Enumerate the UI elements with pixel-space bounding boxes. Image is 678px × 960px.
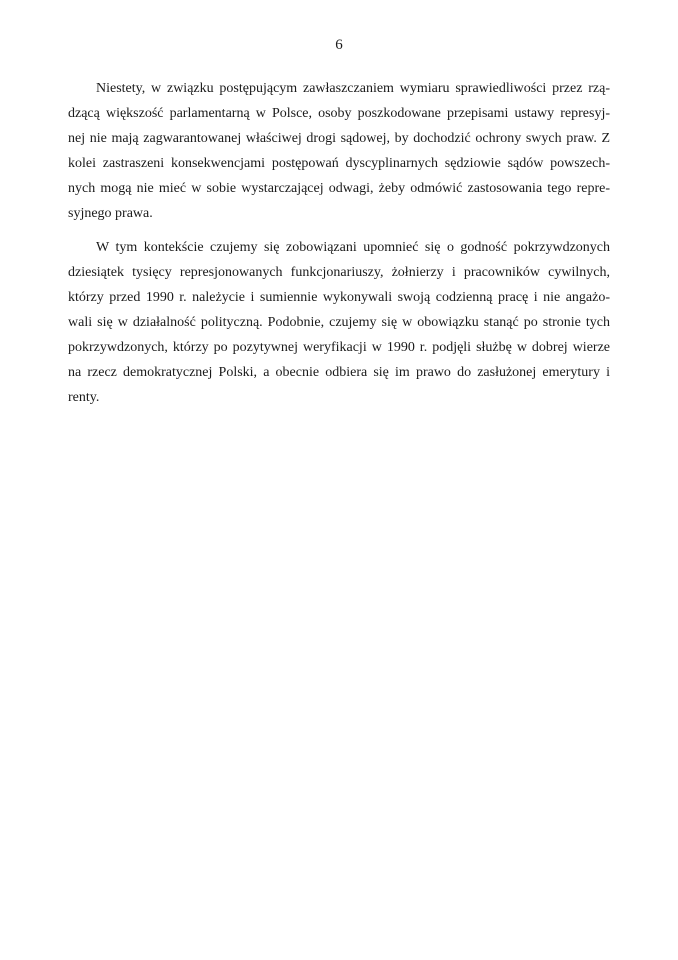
text-line: którzy przed 1990 r. należycie i sumiennie wykonywali swoją codzienną pracę i nie angażo-	[68, 290, 610, 305]
text-line: Niestety, w związku postępującym zawłaszczaniem wymiaru sprawiedliwości przez rzą-	[96, 81, 610, 96]
text-line: pokrzywdzonych, którzy po pozytywnej weryfikacji w 1990 r. podjęli służbę w dobrej wierze	[68, 340, 610, 355]
text-line: dziesiątek tysięcy represjonowanych funkcjonariuszy, żołnierzy i pracowników cywilnych,	[68, 265, 610, 280]
paragraph	[68, 76, 610, 226]
text-line: nych mogą nie mieć w sobie wystarczającej odwagi, żeby odmówić zastosowania tego repre-	[68, 181, 610, 196]
page-number: 6	[335, 37, 343, 53]
text-line: na rzecz demokratycznej Polski, a obecnie odbiera się im prawo do zasłużonej emerytury i	[68, 365, 610, 380]
text-line: wali się w działalność polityczną. Podobnie, czujemy się w obowiązku stanąć po stronie tych	[68, 315, 610, 330]
text-line: renty.	[68, 390, 100, 405]
text-line: dzącą większość parlamentarną w Polsce, osoby poszkodowane przepisami ustawy represyj-	[68, 106, 610, 121]
text-line: W tym kontekście czujemy się zobowiązani upomnieć się o godność pokrzywdzonych	[96, 240, 610, 255]
document-body	[68, 76, 610, 410]
text-line: nej nie mają zagwarantowanej właściwej drogi sądowej, by dochodzić ochrony swych praw. Z	[68, 131, 610, 146]
text-line: syjnego prawa.	[68, 206, 153, 221]
paragraph	[68, 235, 610, 410]
text-line: kolei zastraszeni konsekwencjami postępowań dyscyplinarnych sędziowie sądów powszech-	[68, 156, 610, 171]
